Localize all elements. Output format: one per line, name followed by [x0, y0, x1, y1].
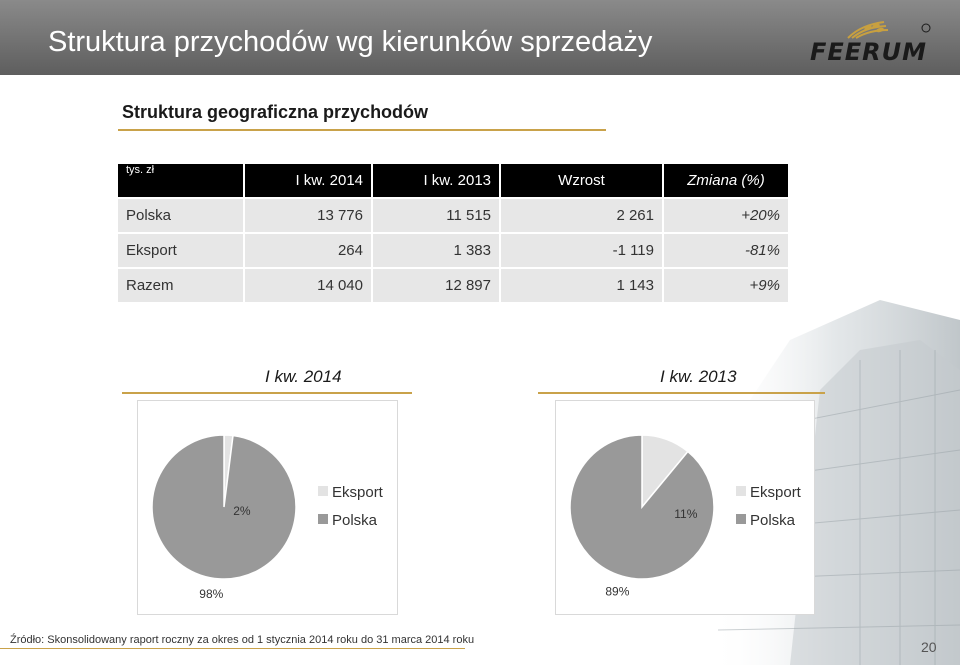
table-row	[118, 269, 788, 302]
cell-change: -81%	[664, 234, 788, 267]
pie-data-label-eksport-2014: 2%	[233, 504, 251, 519]
chart-underline-2013	[538, 392, 825, 394]
pie-slice-polska-2014	[152, 435, 296, 579]
pie-data-label-polska-2014: 98%	[199, 587, 224, 602]
row-label: Eksport	[118, 234, 243, 267]
cell-growth: 2 261	[501, 199, 662, 232]
section-subtitle: Struktura geograficzna przychodów	[122, 102, 429, 122]
pie-chart-2013	[555, 400, 813, 613]
legend-swatch-eksport-2013	[736, 486, 746, 496]
legend-label-polska-2013: Polska	[750, 512, 796, 529]
pie-data-label-eksport-2013: 11%	[674, 506, 698, 521]
header-unit: tys. zł	[118, 164, 243, 197]
cell-q1-2014: 264	[245, 234, 371, 267]
cell-q1-2014: 14 040	[245, 269, 371, 302]
chart-underline-2014	[122, 392, 412, 394]
slide-title: Struktura przychodów wg kierunków sprzedaży	[48, 26, 653, 58]
cell-growth: -1 119	[501, 234, 662, 267]
legend-label-polska-2014: Polska	[332, 512, 378, 529]
page-number: 20	[921, 639, 937, 655]
footnote-underline	[0, 648, 465, 649]
header-change: Zmiana (%)	[664, 164, 788, 197]
chart-title-2013: I kw. 2013	[660, 367, 737, 386]
cell-growth: 1 143	[501, 269, 662, 302]
table-header-row	[118, 164, 788, 197]
table-row	[118, 199, 788, 232]
row-label: Razem	[118, 269, 243, 302]
row-label: Polska	[118, 199, 243, 232]
chart-title-2014: I kw. 2014	[265, 367, 342, 386]
pie-chart-2014	[137, 400, 396, 613]
header-q1-2013: I kw. 2013	[373, 164, 499, 197]
legend-swatch-polska-2013	[736, 514, 746, 524]
legend-swatch-eksport-2014	[318, 486, 328, 496]
pie-data-label-polska-2013: 89%	[605, 584, 630, 599]
cell-change: +9%	[664, 269, 788, 302]
cell-q1-2013: 1 383	[373, 234, 499, 267]
logo-text: FEERUM	[810, 38, 928, 66]
subtitle-underline	[118, 129, 606, 131]
cell-q1-2014: 13 776	[245, 199, 371, 232]
legend-label-eksport-2014: Eksport	[332, 484, 383, 501]
legend-label-eksport-2013: Eksport	[750, 484, 801, 501]
cell-q1-2013: 12 897	[373, 269, 499, 302]
cell-q1-2013: 11 515	[373, 199, 499, 232]
cell-change: +20%	[664, 199, 788, 232]
legend-swatch-polska-2014	[318, 514, 328, 524]
revenue-table	[116, 162, 790, 304]
source-footnote: Źródło: Skonsolidowany raport roczny za okres od 1 stycznia 2014 roku do 31 marca 2014 roku	[10, 634, 475, 646]
feerum-logo	[808, 20, 933, 75]
header-q1-2014: I kw. 2014	[245, 164, 371, 197]
table-row	[118, 234, 788, 267]
header-growth: Wzrost	[501, 164, 662, 197]
